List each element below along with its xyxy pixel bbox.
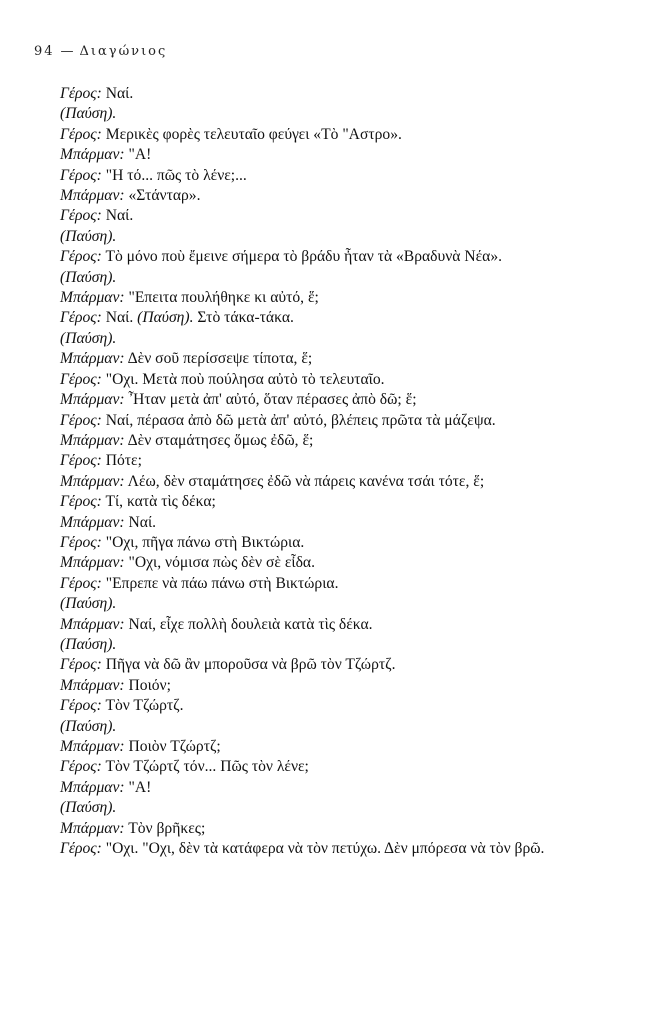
spoken-text: Ναί. (101, 85, 134, 102)
stage-direction-line (60, 104, 600, 124)
speaker-colon: : (119, 472, 125, 490)
running-title: Διαγώνιος (79, 44, 168, 59)
stage-direction-line (60, 798, 600, 818)
speaker-name: Μπάρμαν (60, 187, 120, 205)
speaker-name: Μπάρμαν (60, 738, 120, 755)
speaker-colon: : (119, 513, 125, 531)
spoken-text: "Η τό... πῶς τὸ λένε;... (101, 166, 247, 184)
dialogue-line (60, 533, 600, 553)
speaker-name: Μπάρμαν (60, 289, 120, 307)
spoken-text: «Στάνταρ». (124, 187, 201, 205)
spoken-text: Δὲν σοῦ περίσσεψε τίποτα, ἕ; (124, 350, 313, 368)
dialogue-line (60, 819, 600, 839)
spoken-text: "Οχι. Μετὰ ποὺ πούλησα αὐτὸ τὸ τελευταῖο. (101, 370, 385, 388)
dialogue-line (60, 431, 600, 451)
dialogue-line (60, 778, 600, 798)
speaker-name: Γέρος (60, 207, 97, 225)
dialogue-line (60, 615, 600, 635)
stage-direction: (Παύση). (60, 595, 117, 613)
dialogue-line (60, 451, 600, 471)
stage-direction: (Παύση). (60, 799, 117, 817)
spoken-text: Τὸν Τζώρτζ. (101, 697, 184, 715)
spoken-text: Πῆγα νὰ δῶ ἂν μποροῦσα νὰ βρῶ τὸν Τζώρτζ. (101, 656, 396, 674)
stage-direction-line (60, 329, 600, 349)
speaker-colon: : (96, 370, 102, 388)
dialogue-line (60, 125, 600, 145)
speaker-name: Μπάρμαν (60, 431, 120, 449)
speaker-colon: : (119, 146, 125, 164)
speaker-colon: : (119, 391, 125, 409)
spoken-text: "Επρεπε νὰ πάω πάνω στὴ Βικτώρια. (101, 574, 339, 592)
speaker-name: Μπάρμαν (60, 146, 120, 164)
speaker-name: Μπάρμαν (60, 513, 120, 531)
speaker-colon: : (96, 411, 102, 429)
stage-direction-line (60, 268, 600, 288)
speaker-name: Γέρος (60, 656, 97, 674)
dialogue-line (60, 655, 600, 675)
spoken-text: Πότε; (101, 452, 142, 470)
dialogue-line (60, 737, 600, 757)
spoken-text: Ναί. (101, 207, 134, 225)
dialogue-line (60, 370, 600, 390)
dialogue-line (60, 472, 600, 492)
spoken-text: Τὸν βρῆκες; (124, 819, 206, 837)
spoken-text: "Α! (124, 778, 152, 796)
dialogue-line (60, 145, 600, 165)
speaker-colon: : (119, 289, 125, 307)
dialogue-line (60, 676, 600, 696)
speaker-name: Γέρος (60, 411, 97, 429)
dialogue-line (60, 839, 600, 859)
stage-direction-line (60, 227, 600, 247)
speaker-name: Γέρος (60, 309, 97, 327)
speaker-name: Γέρος (60, 493, 97, 511)
dialogue-line (60, 696, 600, 716)
speaker-colon: : (96, 758, 102, 776)
dialogue-line (60, 553, 600, 573)
spoken-text: Δὲν σταμάτησες ὅμως ἐδῶ, ἕ; (124, 431, 314, 449)
dialogue-line (60, 390, 600, 410)
speaker-colon: : (96, 248, 102, 266)
spoken-text: Τί, κατὰ τὶς δέκα; (101, 493, 216, 511)
running-header (34, 44, 167, 59)
speaker-colon: : (96, 125, 102, 143)
speaker-name: Γέρος (60, 248, 97, 266)
speaker-name: Μπάρμαν (60, 554, 120, 572)
speaker-name: Μπάρμαν (60, 472, 120, 490)
spoken-text: Ναί, πέρασα ἀπὸ δῶ μετὰ ἀπ' αὐτό, βλέπεις πρῶτα τὰ μάζεψα. (101, 411, 496, 429)
spoken-text: Ποιόν; (124, 676, 171, 694)
spoken-text: Λέω, δὲν σταμάτησες ἐδῶ νὰ πάρεις κανένα τσάι τότε, ἕ; (124, 472, 485, 490)
speaker-colon: : (119, 738, 125, 755)
dialogue-line (60, 308, 600, 328)
speaker-name: Γέρος (60, 125, 97, 143)
spoken-text: "Οχι, πῆγα πάνω στὴ Βικτώρια. (101, 533, 305, 551)
spoken-text-continued: Στὸ τάκα-τάκα. (193, 309, 294, 327)
dialogue-line (60, 247, 600, 267)
stage-direction-line (60, 635, 600, 655)
speaker-colon: : (119, 819, 125, 837)
page-number: 94 (34, 44, 55, 59)
dialogue-line (60, 411, 600, 431)
speaker-name: Μπάρμαν (60, 615, 120, 633)
speaker-colon: : (96, 533, 102, 551)
speaker-colon: : (119, 431, 125, 449)
speaker-colon: : (96, 493, 102, 511)
speaker-name: Γέρος (60, 452, 97, 470)
speaker-colon: : (96, 840, 102, 858)
spoken-text: Ναί, εἶχε πολλὴ δουλειὰ κατὰ τὶς δέκα. (124, 615, 373, 633)
speaker-colon: : (96, 166, 102, 184)
speaker-name: Γέρος (60, 370, 97, 388)
speaker-colon: : (119, 778, 125, 796)
speaker-name: Γέρος (60, 840, 97, 858)
speaker-name: Γέρος (60, 574, 97, 592)
speaker-name: Γέρος (60, 533, 97, 551)
speaker-colon: : (119, 676, 125, 694)
dialogue-line (60, 186, 600, 206)
speaker-name: Γέρος (60, 166, 97, 184)
spoken-text: Ποιὸν Τζώρτζ; (124, 738, 221, 755)
stage-direction-line (60, 717, 600, 737)
speaker-name: Γέρος (60, 85, 97, 102)
stage-direction: (Παύση). (60, 635, 117, 653)
dialogue-line (60, 513, 600, 533)
spoken-text: Μερικὲς φορὲς τελευταῖο φεύγει «Τὸ "Αστρο». (101, 125, 402, 143)
speaker-colon: : (96, 697, 102, 715)
dialogue-line (60, 166, 600, 186)
speaker-colon: : (96, 85, 102, 102)
spoken-text: Ἦταν μετὰ ἀπ' αὐτό, ὅταν πέρασες ἀπὸ δῶ; ἕ; (124, 391, 417, 409)
spoken-text: Τὸν Τζώρτζ τόν... Πῶς τὸν λένε; (101, 758, 309, 776)
speaker-name: Μπάρμαν (60, 819, 120, 837)
spoken-text: Τὸ μόνο ποὺ ἔμεινε σήμερα τὸ βράδυ ἦταν τὰ «Βραδυνὰ Νέα». (101, 248, 503, 266)
speaker-name: Γέρος (60, 697, 97, 715)
spoken-text: "Α! (124, 146, 152, 164)
stage-direction: (Παύση). (60, 268, 117, 286)
dialogue-line (60, 84, 600, 104)
dialogue-text (60, 84, 600, 859)
dialogue-line (60, 757, 600, 777)
speaker-name: Μπάρμαν (60, 391, 120, 409)
spoken-text: "Επειτα πουλήθηκε κι αὐτό, ἕ; (124, 289, 319, 307)
speaker-colon: : (96, 656, 102, 674)
speaker-colon: : (96, 452, 102, 470)
dialogue-line (60, 288, 600, 308)
speaker-name: Μπάρμαν (60, 778, 120, 796)
speaker-colon: : (96, 207, 102, 225)
stage-direction: (Παύση). (60, 227, 117, 245)
dialogue-line (60, 206, 600, 226)
dialogue-line (60, 349, 600, 369)
speaker-name: Μπάρμαν (60, 350, 120, 368)
speaker-name: Μπάρμαν (60, 676, 120, 694)
stage-direction: (Παύση). (60, 329, 117, 347)
spoken-text: "Οχι. "Οχι, δὲν τὰ κατάφερα νὰ τὸν πετύχω. Δὲν μπόρεσα νὰ τὸν βρῶ. (101, 840, 545, 858)
speaker-colon: : (96, 574, 102, 592)
inline-stage-direction: (Παύση). (137, 309, 194, 327)
dialogue-line (60, 492, 600, 512)
speaker-name: Γέρος (60, 758, 97, 776)
dialogue-line (60, 574, 600, 594)
spoken-text: "Οχι, νόμισα πὼς δὲν σὲ εἶδα. (124, 554, 315, 572)
speaker-colon: : (119, 554, 125, 572)
spoken-text: Ναί. (101, 309, 138, 327)
stage-direction: (Παύση). (60, 105, 117, 123)
speaker-colon: : (119, 615, 125, 633)
spoken-text: Ναί. (124, 513, 157, 531)
speaker-colon: : (96, 309, 102, 327)
header-dash: — (60, 44, 74, 59)
stage-direction-line (60, 594, 600, 614)
speaker-colon: : (119, 350, 125, 368)
speaker-colon: : (119, 187, 125, 205)
stage-direction: (Παύση). (60, 717, 117, 735)
